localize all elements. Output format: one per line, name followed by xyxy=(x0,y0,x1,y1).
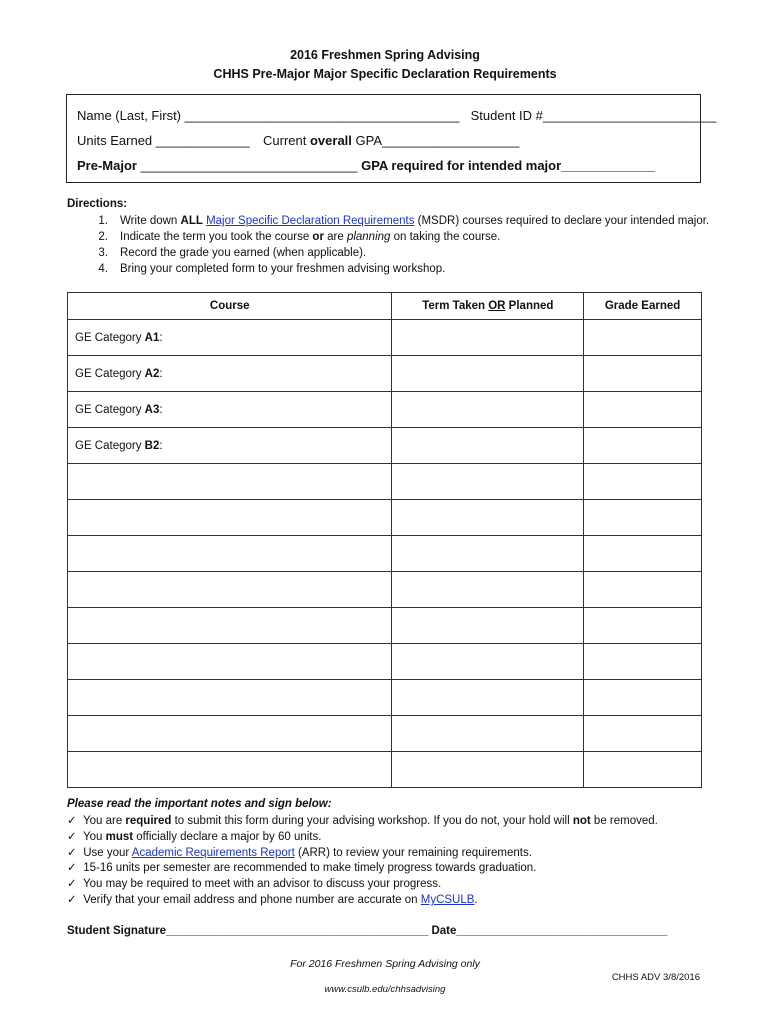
table-row xyxy=(68,716,702,752)
table-row xyxy=(68,392,702,428)
course-cell[interactable] xyxy=(68,464,392,500)
info-row-units xyxy=(77,133,519,148)
term-cell[interactable] xyxy=(392,500,584,536)
course-cell[interactable] xyxy=(68,428,392,464)
grade-cell[interactable] xyxy=(584,536,702,572)
direction-text-part: are xyxy=(323,231,347,243)
grade-cell[interactable] xyxy=(584,428,702,464)
direction-text-part: on taking the course. xyxy=(390,231,501,243)
grade-cell[interactable] xyxy=(584,608,702,644)
note-text: be removed. xyxy=(590,815,658,827)
note-text: . xyxy=(474,893,478,906)
checkmark-icon: ✓ xyxy=(67,862,77,875)
gpa-required-field[interactable]: GPA required for intended major_____________ xyxy=(361,158,656,173)
student-info-box xyxy=(66,94,717,183)
note-item xyxy=(67,893,658,909)
ge-code: B2 xyxy=(144,439,160,452)
ge-code: A3 xyxy=(144,403,160,416)
course-cell[interactable] xyxy=(68,500,392,536)
course-cell[interactable] xyxy=(68,680,392,716)
note-text: You xyxy=(80,830,106,843)
notes-list xyxy=(67,814,658,909)
course-cell[interactable] xyxy=(68,536,392,572)
course-cell[interactable] xyxy=(68,572,392,608)
note-text: to submit this form during your advising workshop. If you do not, your hold will xyxy=(171,815,573,827)
ge-suffix: : xyxy=(159,403,163,416)
direction-item xyxy=(67,245,709,261)
term-cell[interactable] xyxy=(392,716,584,752)
course-cell[interactable] xyxy=(68,644,392,680)
direction-number: 2. xyxy=(98,231,108,243)
footer-note: For 2016 Freshmen Spring Advising only xyxy=(290,958,480,970)
grade-cell[interactable] xyxy=(584,752,702,788)
grade-cell[interactable] xyxy=(584,500,702,536)
direction-text: Record the grade you earned (when applicable). xyxy=(120,247,367,259)
term-cell[interactable] xyxy=(392,356,584,392)
footer-url: www.csulb.edu/chhsadvising xyxy=(324,984,446,995)
course-cell[interactable] xyxy=(68,608,392,644)
note-bold: not xyxy=(572,815,591,827)
ge-code: A2 xyxy=(144,367,160,380)
term-cell[interactable] xyxy=(392,320,584,356)
direction-item xyxy=(67,229,709,245)
signature-line[interactable]: Student Signature_________________________________________ Date_________________________________ xyxy=(67,925,668,937)
checkmark-icon: ✓ xyxy=(67,878,77,891)
checkmark-icon: ✓ xyxy=(67,830,77,843)
table-row xyxy=(68,752,702,788)
ge-label: GE Category xyxy=(75,403,145,416)
direction-bold: ALL xyxy=(180,215,203,227)
course-cell[interactable] xyxy=(68,320,392,356)
note-item xyxy=(67,846,658,862)
note-text: You are xyxy=(80,815,126,827)
grade-cell[interactable] xyxy=(584,644,702,680)
arr-link[interactable]: Academic Requirements Report xyxy=(131,846,295,859)
term-cell[interactable] xyxy=(392,608,584,644)
direction-item xyxy=(67,261,709,277)
term-cell[interactable] xyxy=(392,644,584,680)
form-code: CHHS ADV 3/8/2016 xyxy=(611,972,700,983)
direction-item xyxy=(67,213,709,229)
ge-label: GE Category xyxy=(75,439,145,452)
grade-cell[interactable] xyxy=(584,572,702,608)
note-bold: must xyxy=(105,830,134,843)
grade-cell[interactable] xyxy=(584,320,702,356)
direction-italic: planning xyxy=(346,231,391,243)
note-text: 15-16 units per semester are recommended to make timely progress towards graduation. xyxy=(80,862,537,875)
table-row xyxy=(68,608,702,644)
direction-text xyxy=(108,213,709,229)
term-header-or: OR xyxy=(488,300,506,312)
premajor-label: Pre-Major xyxy=(77,158,137,173)
table-row xyxy=(68,644,702,680)
table-header-row xyxy=(68,293,702,320)
direction-text xyxy=(108,229,500,245)
notes-heading: Please read the important notes and sign below: xyxy=(67,798,332,810)
table-row xyxy=(68,464,702,500)
table-row xyxy=(68,572,702,608)
premajor-field[interactable]: ______________________________ xyxy=(136,158,362,173)
directions-list xyxy=(67,213,709,277)
note-text: Use your xyxy=(80,846,132,859)
note-text: (ARR) to review your remaining requirements. xyxy=(294,846,532,859)
checkmark-icon: ✓ xyxy=(67,846,77,859)
grade-cell[interactable] xyxy=(584,716,702,752)
checkmark-icon: ✓ xyxy=(67,815,77,827)
table-row xyxy=(68,536,702,572)
grade-cell[interactable] xyxy=(584,392,702,428)
direction-number: 3. xyxy=(98,247,108,259)
direction-text-part: (MSDR) courses required to declare your intended major. xyxy=(414,215,710,227)
grade-cell[interactable] xyxy=(584,464,702,500)
note-text: You may be required to meet with an advisor to discuss your progress. xyxy=(80,878,442,891)
ge-label: GE Category xyxy=(75,331,145,344)
course-cell[interactable] xyxy=(68,752,392,788)
msdr-link[interactable]: Major Specific Declaration Requirements xyxy=(206,215,415,227)
units-earned-field[interactable]: Units Earned _____________ xyxy=(77,133,250,148)
student-id-field[interactable]: Student ID #________________________ xyxy=(470,108,717,123)
note-item xyxy=(67,861,658,877)
course-table xyxy=(67,292,702,788)
table-row xyxy=(68,356,702,392)
grade-column-header: Grade Earned xyxy=(584,293,702,320)
course-column-header: Course xyxy=(68,293,392,320)
term-cell[interactable] xyxy=(392,536,584,572)
term-header-part: Planned xyxy=(505,300,554,312)
note-bold: required xyxy=(125,815,172,827)
table-row xyxy=(68,428,702,464)
note-text: Verify that your email address and phone number are accurate on xyxy=(80,893,421,906)
form-title: 2016 Freshmen Spring Advising xyxy=(290,48,480,62)
table-row xyxy=(68,320,702,356)
term-cell[interactable] xyxy=(392,428,584,464)
directions-heading: Directions: xyxy=(67,198,128,210)
ge-suffix: : xyxy=(159,367,163,380)
gpa-field[interactable] xyxy=(263,133,519,148)
term-cell[interactable] xyxy=(392,572,584,608)
direction-bold: or xyxy=(312,231,324,243)
ge-suffix: : xyxy=(159,331,163,344)
direction-text: Bring your completed form to your freshmen advising workshop. xyxy=(120,263,446,275)
info-row-premajor xyxy=(77,158,655,173)
grade-cell[interactable] xyxy=(584,680,702,716)
info-row-name xyxy=(77,108,716,123)
course-cell[interactable] xyxy=(68,356,392,392)
direction-text-part: Write down xyxy=(120,215,181,227)
note-text: officially declare a major by 60 units. xyxy=(133,830,322,843)
direction-number: 1. xyxy=(98,215,108,227)
direction-text-part: Indicate the term you took the course xyxy=(120,231,313,243)
direction-number: 4. xyxy=(98,263,108,275)
name-field[interactable]: Name (Last, First) ______________________________________ xyxy=(77,108,460,123)
gpa-bold: overall xyxy=(309,133,352,148)
table-row xyxy=(68,680,702,716)
term-column-header xyxy=(392,293,584,320)
gpa-suffix: GPA___________________ xyxy=(351,133,520,148)
table-row xyxy=(68,500,702,536)
ge-label: GE Category xyxy=(75,367,145,380)
note-item xyxy=(67,877,658,893)
note-item xyxy=(67,830,658,846)
term-cell[interactable] xyxy=(392,680,584,716)
grade-cell[interactable] xyxy=(584,356,702,392)
form-subtitle: CHHS Pre-Major Major Specific Declaration Requirements xyxy=(213,67,557,81)
ge-suffix: : xyxy=(159,439,163,452)
term-cell[interactable] xyxy=(392,464,584,500)
mycsulb-link[interactable]: MyCSULB xyxy=(420,893,475,906)
gpa-prefix: Current xyxy=(263,133,310,148)
term-cell[interactable] xyxy=(392,392,584,428)
course-cell[interactable] xyxy=(68,392,392,428)
note-item xyxy=(67,814,658,830)
term-header-part: Term Taken xyxy=(422,300,489,312)
term-cell[interactable] xyxy=(392,752,584,788)
checkmark-icon: ✓ xyxy=(67,893,77,906)
course-cell[interactable] xyxy=(68,716,392,752)
ge-code: A1 xyxy=(144,331,160,344)
